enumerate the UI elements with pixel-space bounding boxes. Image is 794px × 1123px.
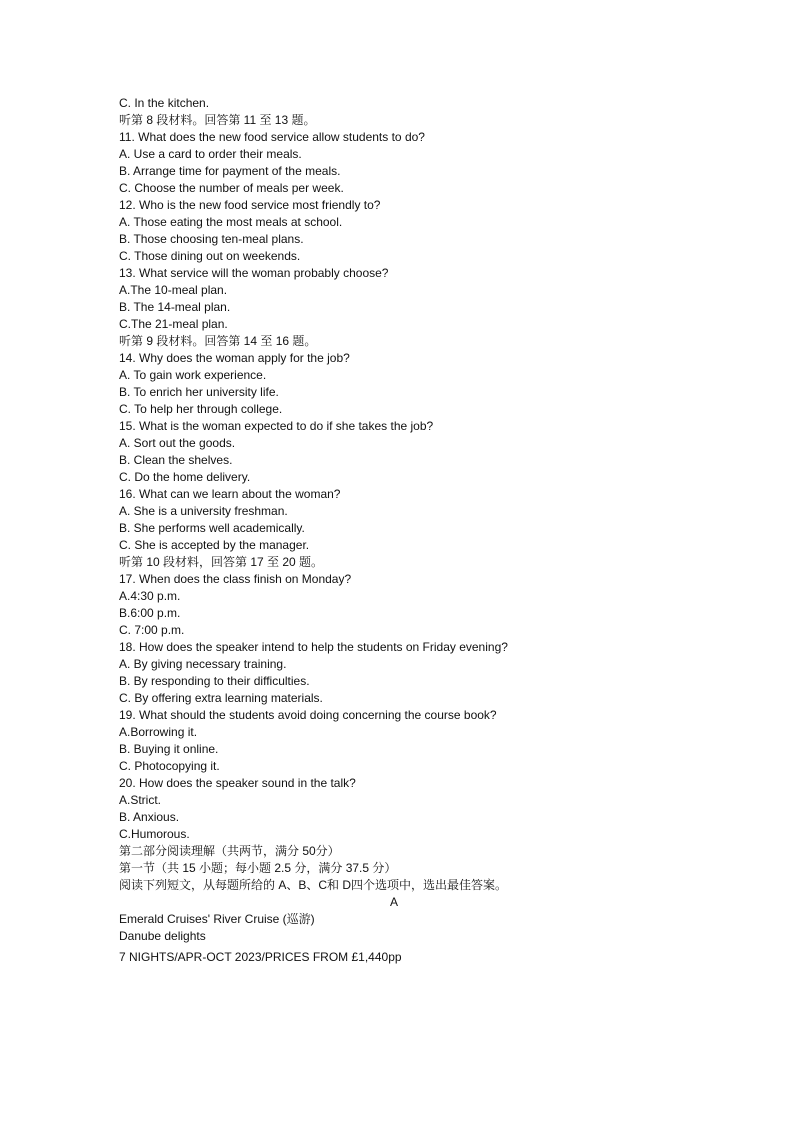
text-line: 16. What can we learn about the woman?	[119, 487, 341, 501]
text-line: C. Those dining out on weekends.	[119, 249, 301, 263]
text-line: B. Buying it online.	[119, 742, 219, 756]
text-line: B. To enrich her university life.	[119, 385, 279, 399]
text-line: C. To help her through college.	[119, 402, 283, 416]
text-line: C. Do the home delivery.	[119, 470, 251, 484]
text-line: 听第 8 段材料。回答第 11 至 13 题。	[119, 113, 316, 127]
document-page	[119, 95, 679, 966]
text-line: 12. Who is the new food service most friendly to?	[119, 198, 381, 212]
text-line: 第二部分阅读理解（共两节，满分 50分）	[119, 844, 340, 858]
text-line: 阅读下列短文，从每题所给的 A、B、C和 D四个选项中，选出最佳答案。	[119, 878, 508, 892]
text-line: C. Choose the number of meals per week.	[119, 181, 344, 195]
text-line: 第一节（共 15 小题；每小题 2.5 分，满分 37.5 分）	[119, 861, 397, 875]
text-line: A. Use a card to order their meals.	[119, 147, 302, 161]
passage-title: Emerald Cruises' River Cruise (巡游)	[119, 912, 315, 926]
text-line: 15. What is the woman expected to do if she takes the job?	[119, 419, 434, 433]
text-line: A.Borrowing it.	[119, 725, 198, 739]
text-line: C. Photocopying it.	[119, 759, 220, 773]
passage-subtitle: Danube delights	[119, 929, 206, 943]
text-line: 听第 9 段材料。回答第 14 至 16 题。	[119, 334, 317, 348]
text-line: A. Those eating the most meals at school.	[119, 215, 343, 229]
text-line: 20. How does the speaker sound in the talk?	[119, 776, 356, 790]
text-line: 19. What should the students avoid doing concerning the course book?	[119, 708, 497, 722]
text-line: B. Those choosing ten-meal plans.	[119, 232, 304, 246]
text-line: A. By giving necessary training.	[119, 657, 287, 671]
text-line: B. Clean the shelves.	[119, 453, 233, 467]
passage-letter: A	[389, 895, 398, 909]
text-line: A.The 10-meal plan.	[119, 283, 228, 297]
text-line: B. By responding to their difficulties.	[119, 674, 310, 688]
text-line: 17. When does the class finish on Monday?	[119, 572, 352, 586]
text-line: 11. What does the new food service allow students to do?	[119, 130, 425, 144]
text-line: C.The 21-meal plan.	[119, 317, 228, 331]
text-line: 18. How does the speaker intend to help the students on Friday evening?	[119, 640, 508, 654]
text-line: A.Strict.	[119, 793, 162, 807]
text-line: B. She performs well academically.	[119, 521, 305, 535]
text-line: C.Humorous.	[119, 827, 190, 841]
text-line: A. To gain work experience.	[119, 368, 267, 382]
text-line: B. The 14-meal plan.	[119, 300, 231, 314]
text-line: B. Arrange time for payment of the meals.	[119, 164, 341, 178]
text-line: A. Sort out the goods.	[119, 436, 236, 450]
text-line: C. By offering extra learning materials.	[119, 691, 323, 705]
text-line: B. Anxious.	[119, 810, 180, 824]
text-line: A. She is a university freshman.	[119, 504, 288, 518]
text-line: 13. What service will the woman probably choose?	[119, 266, 389, 280]
text-line: A.4:30 p.m.	[119, 589, 181, 603]
text-line: 14. Why does the woman apply for the job?	[119, 351, 350, 365]
text-line: C. She is accepted by the manager.	[119, 538, 310, 552]
text-line: C. In the kitchen.	[119, 96, 210, 110]
passage-price-line: 7 NIGHTS/APR-OCT 2023/PRICES FROM £1,440pp	[119, 950, 402, 964]
text-line: C. 7:00 p.m.	[119, 623, 185, 637]
question-list	[119, 95, 679, 894]
text-line: B.6:00 p.m.	[119, 606, 181, 620]
text-line: 听第 10 段材料，回答第 17 至 20 题。	[119, 555, 324, 569]
